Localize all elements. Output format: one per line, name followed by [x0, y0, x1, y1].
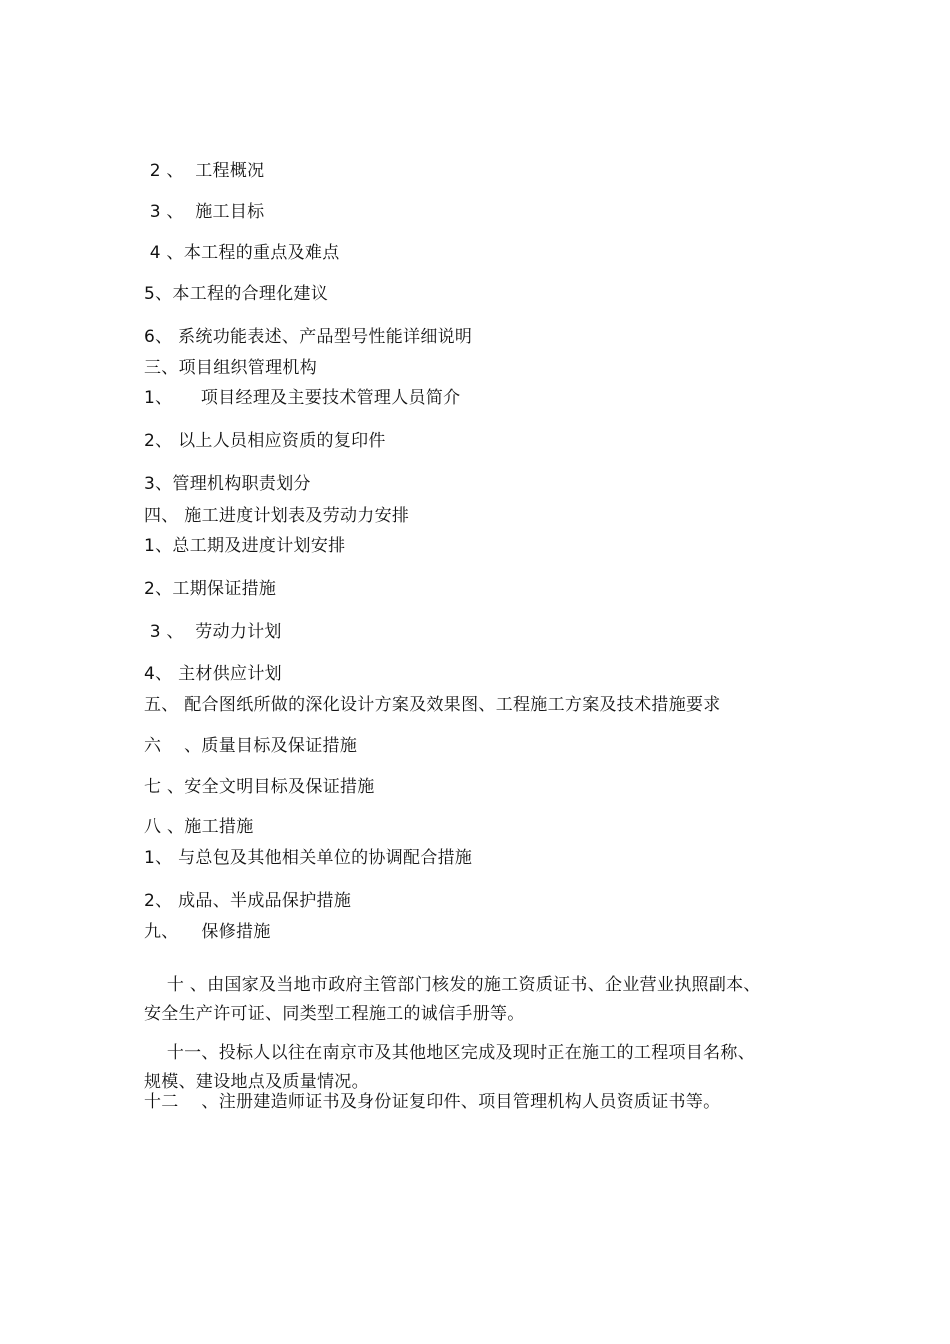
toc-item-3-construction-goals: 3 、 施工目标 [144, 202, 265, 222]
section-6-heading: 六 、质量目标及保证措施 [144, 736, 358, 756]
section-4-heading: 四、 施工进度计划表及劳动力安排 [144, 506, 410, 526]
toc-item-material-supply: 4、 主材供应计划 [144, 664, 282, 684]
section-5-heading: 五、 配合图纸所做的深化设计方案及效果图、工程施工方案及技术措施要求 [144, 695, 721, 715]
toc-item-responsibilities: 3、管理机构职责划分 [144, 474, 311, 494]
section-3-heading: 三、项目组织管理机构 [144, 358, 317, 378]
section-11-line-1: 十一、投标人以往在南京市及其他地区完成及现时正在施工的工程项目名称、 [166, 1043, 756, 1063]
toc-item-2-project-overview: 2 、 工程概况 [144, 161, 265, 181]
section-7-heading: 七 、安全文明目标及保证措施 [144, 777, 375, 797]
section-10-line-1: 十 、由国家及当地市政府主管部门核发的施工资质证书、企业营业执照副本、 [166, 975, 761, 995]
toc-item-schedule-guarantee: 2、工期保证措施 [144, 579, 277, 599]
section-8-heading: 八 、施工措施 [144, 817, 254, 837]
toc-item-6-system-functions: 6、 系统功能表述、产品型号性能详细说明 [144, 327, 473, 347]
toc-item-schedule: 1、总工期及进度计划安排 [144, 536, 346, 556]
toc-item-manager-intro: 1、 项目经理及主要技术管理人员简介 [144, 388, 461, 408]
toc-item-product-protection: 2、 成品、半成品保护措施 [144, 891, 352, 911]
section-9-heading: 九、 保修措施 [144, 922, 271, 942]
section-11-line-2: 规模、建设地点及质量情况。 [144, 1072, 369, 1092]
toc-item-labor-plan: 3 、 劳动力计划 [144, 622, 282, 642]
section-10-line-2: 安全生产许可证、同类型工程施工的诚信手册等。 [144, 1004, 525, 1024]
section-12-heading: 十二 、注册建造师证书及身份证复印件、项目管理机构人员资质证书等。 [144, 1092, 721, 1112]
toc-item-coordination: 1、 与总包及其他相关单位的协调配合措施 [144, 848, 473, 868]
toc-item-5-rationalization: 5、本工程的合理化建议 [144, 284, 329, 304]
section-11-paragraph [144, 1020, 834, 1137]
toc-item-4-key-difficulties: 4 、本工程的重点及难点 [144, 243, 340, 263]
toc-item-qualification-copies: 2、 以上人员相应资质的复印件 [144, 431, 386, 451]
